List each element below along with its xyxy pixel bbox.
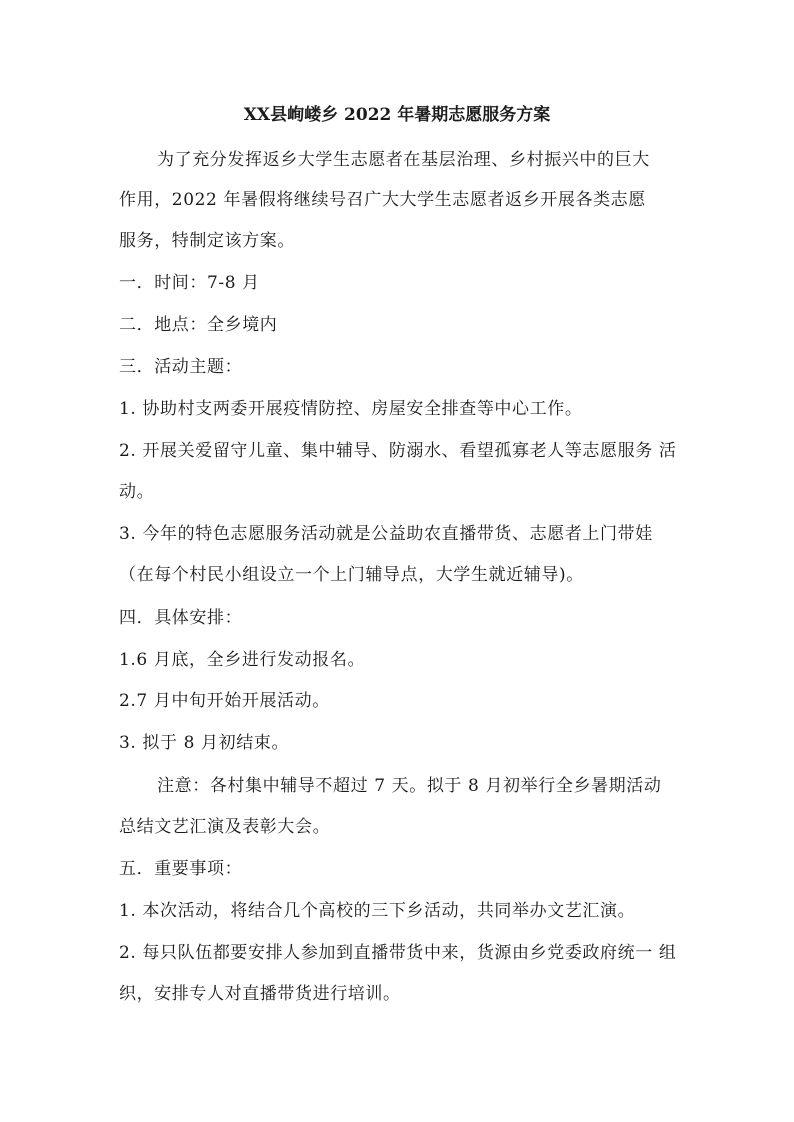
theme-item-2: 2. 开展关爱留守儿童、集中辅导、防溺水、看望孤寡老人等志愿服务 活 xyxy=(119,441,677,461)
section-heading-theme: 三．活动主题： xyxy=(119,357,243,377)
theme-item-2-continued: 动。 xyxy=(119,482,155,502)
matter-item-2: 2. 每只队伍都要安排人参加到直播带货中来，货源由乡党委政府统一 组 xyxy=(119,943,677,963)
intro-line-2: 作用，2022 年暑假将继续号召广大大学生志愿者返乡开展各类志愿 xyxy=(119,190,646,210)
matter-item-2-continued: 织，安排专人对直播带货进行培训。 xyxy=(119,984,401,1004)
intro-line-3: 服务，特制定该方案。 xyxy=(119,231,295,251)
intro-line-1: 为了充分发挥返乡大学生志愿者在基层治理、乡村振兴中的巨大 xyxy=(157,150,650,170)
theme-item-3: 3. 今年的特色志愿服务活动就是公益助农直播带货、志愿者上门带娃 xyxy=(119,524,653,544)
note-line-2: 总结文艺汇演及表彰大会。 xyxy=(119,817,331,837)
note-line-1: 注意：各村集中辅导不超过 7 天。拟于 8 月初举行全乡暑期活动 xyxy=(157,776,662,796)
section-heading-time: 一．时间：7-8 月 xyxy=(119,273,260,293)
plan-item-3: 3. 拟于 8 月初结束。 xyxy=(119,733,290,753)
section-heading-place: 二．地点：全乡境内 xyxy=(119,315,278,335)
plan-item-1: 1.6 月底，全乡进行发动报名。 xyxy=(119,650,366,670)
document-title: XX县峋嵝乡 2022 年暑期志愿服务方案 xyxy=(243,105,551,125)
section-heading-plan: 四．具体安排： xyxy=(119,608,243,628)
section-heading-matters: 五．重要事项： xyxy=(119,859,243,879)
plan-item-2: 2.7 月中旬开始开展活动。 xyxy=(119,691,330,711)
matter-item-1: 1. 本次活动，将结合几个高校的三下乡活动，共同举办文艺汇演。 xyxy=(119,901,636,921)
theme-item-1: 1. 协助村支两委开展疫情防控、房屋安全排查等中心工作。 xyxy=(119,399,583,419)
theme-item-3-continued: （在每个村民小组设立一个上门辅导点，大学生就近辅导)。 xyxy=(119,565,584,585)
